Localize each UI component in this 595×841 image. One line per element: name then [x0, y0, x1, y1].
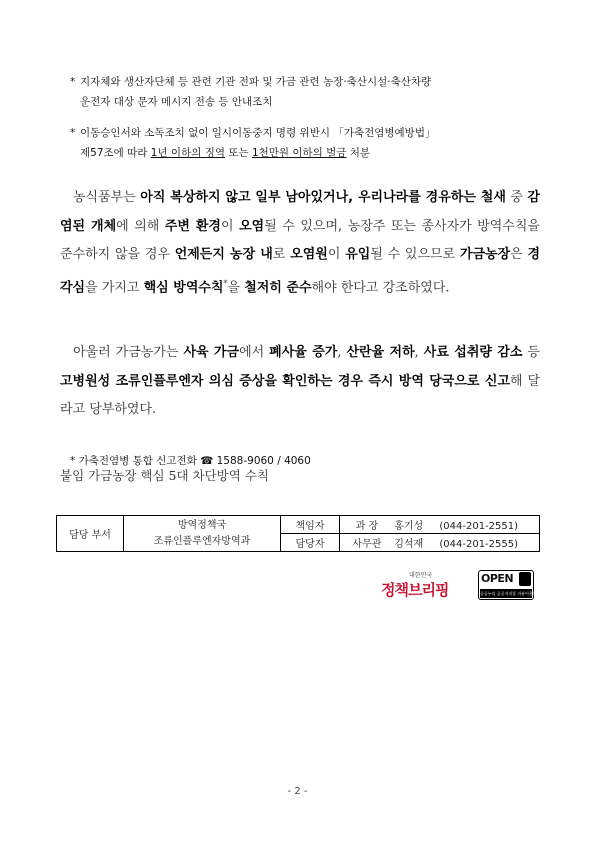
text-run: 또는	[224, 147, 252, 159]
page-number: - 2 -	[287, 786, 308, 797]
text-run: 해야 한다고 강조하였다.	[311, 279, 450, 295]
footnote-marker: *	[223, 278, 228, 288]
contact-title: 사무관	[352, 539, 382, 550]
text-run: ,	[337, 345, 347, 360]
paragraph-emphasis	[60, 184, 540, 302]
kogl-open-logo	[478, 570, 541, 600]
bullet-marker: *	[70, 455, 76, 467]
text-run: 될 수 있으며, 농장주 또는 종사자가 방역수칙을 준수하지 않을 경우	[60, 218, 540, 262]
dept-division: 조류인플루엔자방역과	[153, 535, 251, 547]
phone-icon: ☎	[200, 455, 214, 467]
text-run: 될 수 있으므로	[370, 247, 460, 262]
policy-briefing-logo	[381, 570, 471, 602]
contact-name: 김석재	[394, 539, 424, 550]
logo-main-text: 정책브리핑	[381, 581, 449, 599]
paragraph-report-request	[60, 339, 540, 425]
text-run: 아울러 가금농가는	[73, 345, 184, 360]
text-run: 이	[220, 218, 240, 234]
text-run: 중	[505, 190, 528, 205]
bold-text: 오염	[239, 218, 265, 234]
contact-table	[56, 515, 540, 552]
bullet-item-notification	[70, 72, 540, 112]
bold-text: 언제든지 농장 내	[174, 247, 273, 262]
bold-text: 사육 가금	[183, 345, 240, 360]
logo-small-text: 대한민국	[409, 572, 433, 579]
table-row	[57, 516, 540, 534]
bullet-line: 운전자 대상 문자 메시지 전송 등 안내조치	[80, 96, 273, 108]
text-run: 을	[227, 279, 245, 295]
text-run: 에 의해	[116, 218, 165, 234]
text-run: 제57조에 따라	[80, 147, 151, 159]
bullet-line: 지자체와 생산자단체 등 관련 기관 전파 및 가금 관련 농장·축산시설·축산차량	[80, 76, 432, 88]
bold-text: 아직 복상하지 않고 일부 남아있거나, 우리나라를 경유하는 철새	[140, 190, 506, 205]
bullet-item-penalty	[70, 123, 540, 163]
bold-text: 유입	[345, 247, 371, 262]
text-run: 해 달라고 당부하였다.	[60, 373, 541, 417]
bold-text: 폐사율 증가	[269, 345, 338, 360]
bold-text: 주변 환경	[164, 218, 221, 234]
bold-text: 핵심 방역수칙	[143, 279, 224, 295]
bold-text: 산란율 저하	[346, 345, 415, 360]
bold-text: 철저히 준수	[244, 279, 312, 295]
role-cell: 책임자	[281, 516, 340, 534]
text-run: 은	[510, 247, 528, 262]
attribution-icon	[519, 572, 531, 586]
open-text: OPEN	[481, 572, 514, 585]
role-cell: 담당자	[281, 534, 340, 552]
bold-text: 사료 섭취량 감소	[423, 345, 523, 360]
text-run: 등	[522, 345, 540, 360]
text-run: ,	[414, 345, 424, 360]
contact-title: 과 장	[355, 521, 379, 532]
contact-phone: (044-201-2555)	[439, 539, 519, 550]
attachment-line: 붙임 가금농장 핵심 5대 차단방역 수칙	[60, 468, 269, 483]
bullet-line	[80, 143, 540, 163]
text-run: 을 가지고	[85, 279, 144, 295]
contact-cell	[340, 534, 540, 552]
contact-phone: (044-201-2551)	[439, 521, 519, 532]
dept-label-cell: 담당 부서	[57, 516, 124, 552]
text-run: 처분	[346, 147, 371, 159]
dept-name-cell	[124, 516, 281, 552]
text-run: 농식품부는	[73, 190, 141, 205]
fine-amount: 1천만원 이하의 벌금	[251, 147, 347, 159]
contact-cell	[340, 516, 540, 534]
bold-text: 가금농장	[459, 247, 511, 262]
hotline-number: 1588-9060 / 4060	[216, 455, 311, 467]
bullet-marker: *	[70, 76, 76, 88]
bold-text: 경각심	[60, 247, 540, 295]
hotline-label: 가축전염병 통합 신고전화	[78, 455, 197, 467]
text-run: 로	[272, 247, 291, 262]
bullet-marker: *	[70, 127, 76, 139]
bold-text: 감염된 개체	[60, 190, 540, 234]
contact-name: 홍기성	[394, 521, 424, 532]
open-subtext: 공공누리 공공저작물 자유이용허락	[480, 591, 541, 596]
dept-bureau: 방역정책국	[177, 519, 227, 531]
bullet-line: 이동승인서와 소독조치 없이 일시이동중지 명령 위반시 「가축전염병예방법」	[80, 127, 436, 139]
prison-term: 1년 이하의 징역	[150, 147, 225, 159]
text-run: 에서	[239, 345, 270, 360]
bold-text: 고병원성 조류인플루엔자 의심 증상을 확인하는 경우 즉시 방역 당국으로 신고	[60, 373, 510, 389]
bold-text: 오염원	[290, 247, 328, 262]
text-run: 이	[327, 247, 346, 262]
